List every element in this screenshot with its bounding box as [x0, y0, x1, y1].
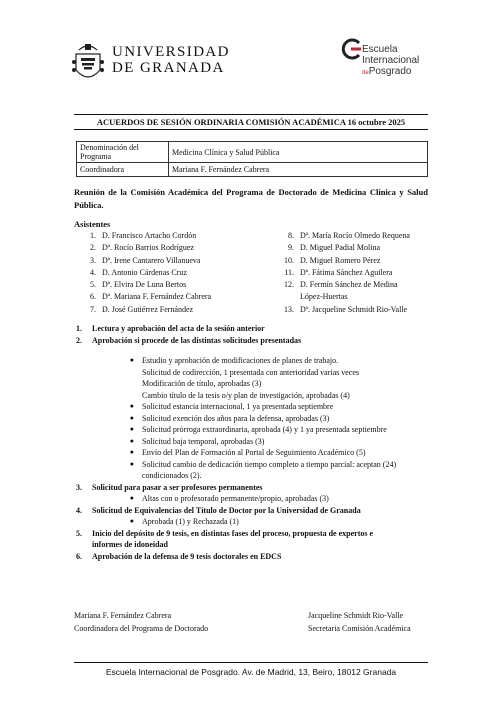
sub-line: Cambio título de la tesis o/y plan de investigación, aprobadas (4) — [142, 390, 350, 400]
agenda-item-6 — [74, 551, 434, 563]
bullet-text: Envío del Plan de Formación al Portal de Seguimiento Académico (5) — [142, 448, 366, 457]
bullet-text: Solicitud exención dos años para la defensa, aprobadas (3) — [142, 413, 330, 423]
program-label: Denominación del Programa — [77, 142, 169, 163]
signature-left — [74, 609, 208, 635]
list-item — [74, 459, 434, 471]
attendee-name: D. Francisco Artacho Cordón — [102, 231, 197, 240]
coordinator-label: Coordinadora — [77, 163, 169, 177]
agenda-item-1 — [74, 323, 434, 335]
list-item — [74, 355, 434, 367]
list-item — [74, 447, 434, 459]
escuela-posgrado-logo-mark — [340, 37, 364, 61]
attendees-list-left — [80, 230, 280, 316]
list-item — [278, 279, 432, 291]
agenda-text: Aprobación si procede de las distintas solicitudes presentadas — [92, 335, 302, 345]
attendee-name: Dª. Rocío Barrios Rodríguez — [102, 243, 194, 253]
sub-line: Solicitud de codirección, 1 presentada con anterioridad varias veces — [142, 367, 360, 377]
list-item — [80, 304, 280, 316]
attendee-name: D. Fermín Sánchez de Medina — [300, 280, 398, 290]
eip-line1: Escuela — [362, 44, 398, 55]
bullet-icon: ● — [129, 517, 134, 525]
agenda-text: Solicitud para pasar a ser profesores permanentes — [92, 482, 263, 492]
document-title: ACUERDOS DE SESIÓN ORDINARIA COMISIÓN ACADÉMICA 16 octubre 2025 — [74, 114, 428, 130]
coordinator-value: Mariana F. Fernández Cabrera — [169, 163, 428, 177]
signer-name: Jacqueline Schmidt Rio-Valle — [308, 611, 404, 620]
agenda-text: Aprobación de la defensa de 9 tesis doctorales en EDCS — [92, 551, 282, 561]
eip-line3-small: de — [362, 70, 369, 76]
signer-role: Secretaria Comisión Académica — [308, 624, 411, 633]
list-item — [278, 242, 432, 254]
list-item — [80, 242, 280, 254]
attendee-name: Dª. María Rocío Olmedo Requena — [300, 231, 410, 240]
list-item — [278, 267, 432, 279]
sub-line: Modificación de título, aprobadas (3) — [142, 379, 262, 388]
attendees-list-right — [278, 230, 432, 316]
list-item — [80, 291, 280, 303]
agenda-number: 4. — [76, 505, 82, 515]
list-number: 10. — [284, 255, 294, 265]
university-name — [112, 44, 230, 76]
attendee-name: D. Miguel Padial Molina — [300, 243, 380, 253]
list-number: 1. — [90, 231, 96, 240]
agenda-number: 3. — [76, 482, 82, 492]
attendee-name: D. Antonio Cárdenas Cruz — [102, 267, 187, 277]
attendee-name: Dª. Jacqueline Schmidt Rio-Valle — [300, 304, 408, 314]
agenda-item-2 — [74, 335, 434, 347]
list-number: 7. — [90, 304, 96, 314]
eip-line3 — [362, 66, 419, 79]
list-number: 5. — [90, 280, 96, 290]
list-item — [74, 436, 434, 448]
agenda-item-5 — [74, 528, 434, 540]
eip-line3-main: Posgrado — [368, 66, 412, 77]
bullet-text: Estudio y aprobación de modificaciones de planes de trabajo. — [142, 356, 339, 365]
agenda-item-4 — [74, 505, 434, 517]
program-value: Medicina Clínica y Salud Pública — [169, 142, 428, 163]
attendee-name: D. José Gutiérrez Fernández — [102, 304, 194, 314]
agenda-number: 1. — [76, 324, 82, 333]
list-item — [74, 493, 434, 505]
attendee-name: D. Miguel Romero Pérez — [300, 255, 381, 265]
agenda-text: Lectura y aprobación del acta de la sesión anterior — [92, 324, 265, 333]
attendee-name: Dª. Elvira De Luna Bertos — [102, 280, 187, 290]
bullet-icon: ● — [129, 402, 134, 410]
list-number: 12. — [284, 280, 294, 290]
bullet-icon: ● — [129, 448, 134, 456]
table-row — [77, 142, 428, 163]
attendee-name: Dª. Irene Cantarero Villanueva — [102, 255, 201, 265]
attendee-name-continued: López-Huertas — [300, 292, 348, 302]
list-item — [80, 279, 280, 291]
agenda-number: 5. — [76, 528, 82, 538]
bullet-icon: ● — [129, 494, 134, 502]
list-item — [74, 401, 434, 413]
bullet-text: Solicitud prórroga extraordinaria, aprobada (4) y 1 ya presentada septiembre — [142, 425, 387, 434]
list-number: 4. — [90, 267, 96, 277]
agenda-text: Solicitud de Equivalencias del Título de Doctor por la Universidad de Granada — [92, 505, 361, 515]
program-info-table — [76, 141, 428, 177]
bullet-icon: ● — [129, 436, 134, 445]
agenda-number-spacer — [74, 539, 92, 551]
list-item — [74, 413, 434, 425]
list-number: 3. — [90, 255, 96, 265]
agenda-item-2-bullets-more — [74, 401, 434, 470]
bullet-text: Solicitud baja temporal, aprobadas (3) — [142, 436, 265, 446]
list-item — [80, 267, 280, 279]
signer-name: Mariana F. Fernández Cabrera — [74, 611, 172, 620]
sub-line: condicionados (2). — [142, 471, 202, 480]
agenda-number: 6. — [76, 551, 82, 561]
agenda-item-3-bullets — [74, 493, 434, 505]
agenda-item-2-bullets — [74, 355, 434, 367]
bullet-text: Altas con o profesorado permanente/propio, aprobadas (3) — [142, 494, 329, 503]
list-number: 8. — [288, 231, 294, 240]
university-name-line1: UNIVERSIDAD — [112, 44, 230, 60]
attendee-name: Dª. Fátima Sánchez Aguilera — [300, 267, 393, 277]
list-item — [278, 230, 432, 242]
bullet-icon: ● — [129, 425, 134, 433]
eip-line2: Internacional — [362, 55, 420, 66]
list-item — [74, 516, 434, 528]
list-item — [74, 424, 434, 436]
university-name-line2: DE GRANADA — [112, 60, 225, 76]
agenda-text: Inicio del depósito de 9 tesis, en distintas fases del proceso, propuesta de expertos e — [92, 528, 374, 538]
agenda — [74, 323, 434, 562]
meeting-intro: Reunión de la Comisión Académica del Programa de Doctorado de Medicina Clínica y Salud Pública. — [74, 187, 428, 210]
agenda-item-4-bullets — [74, 516, 434, 528]
bullet-text: Solicitud estancia internacional, 1 ya presentada septiembre — [142, 402, 334, 411]
list-item — [278, 304, 432, 316]
signer-role: Coordinadora del Programa de Doctorado — [74, 624, 209, 633]
attendee-name: Dª. Mariana F. Fernández Cabrera — [102, 292, 212, 302]
list-number: 11. — [284, 267, 294, 277]
list-item — [80, 255, 280, 267]
attendees-heading: Asistentes — [74, 219, 111, 229]
table-row — [77, 163, 428, 177]
agenda-text: informes de idoneidad — [92, 540, 169, 549]
footer-divider — [74, 662, 428, 663]
bullet-icon: ● — [129, 413, 134, 422]
bullet-text: Solicitud cambio de dedicación tiempo completo a tiempo parcial: aceptan (24) — [142, 459, 397, 469]
list-item — [278, 255, 432, 267]
signature-right — [308, 609, 411, 635]
list-number: 9. — [288, 243, 294, 253]
agenda-number: 2. — [76, 335, 82, 345]
list-number: 2. — [90, 243, 96, 253]
bullet-text: Aprobada (1) y Rechazada (1) — [142, 517, 239, 526]
bullet-icon: ● — [129, 459, 134, 468]
list-item — [80, 230, 280, 242]
footer-address: Escuela Internacional de Posgrado. Av. de Madrid, 13, Beiro, 18012 Granada — [105, 667, 397, 677]
escuela-posgrado-logo-text — [362, 44, 419, 79]
list-number: 6. — [90, 292, 96, 302]
agenda-item-5-continued — [74, 539, 434, 551]
agenda-item-3 — [74, 482, 434, 494]
bullet-icon: ● — [129, 356, 134, 364]
university-crest-logo — [70, 40, 106, 86]
list-number: 13. — [284, 304, 294, 314]
